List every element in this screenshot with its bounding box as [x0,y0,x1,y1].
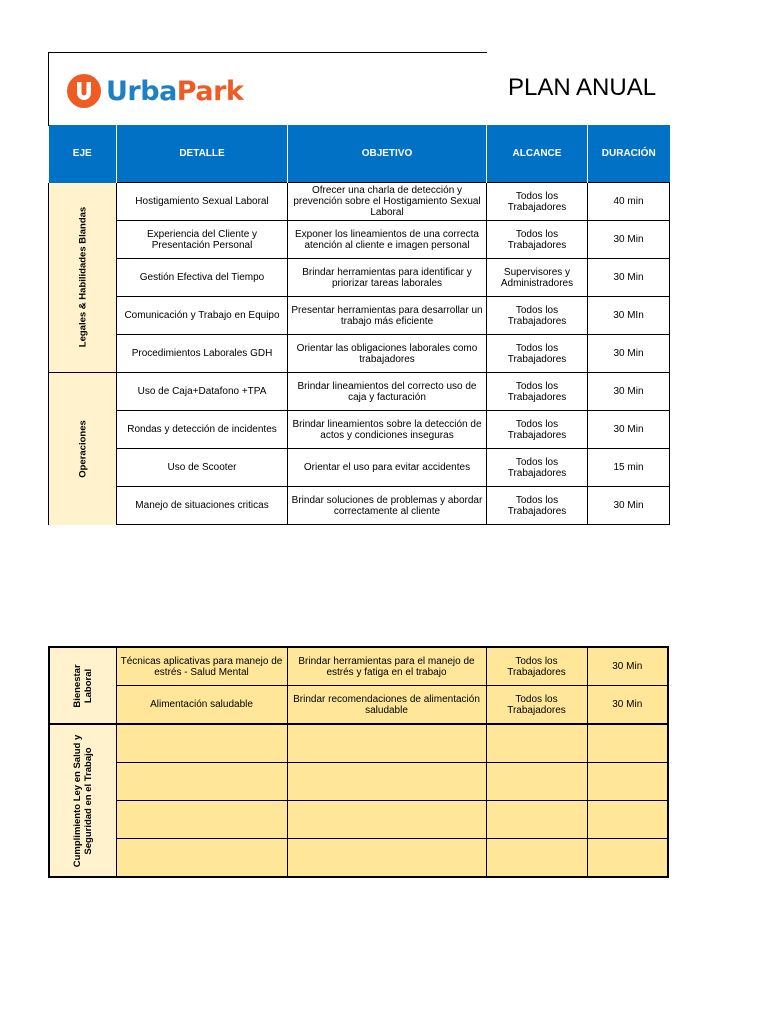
cell-duracion: 15 min [588,449,670,487]
group-legales-label: Legales & Habilidades Blandas [77,207,88,348]
cell-empty [287,763,486,801]
table-row [49,839,668,878]
cell-objetivo: Brindar herramientas para identificar y priorizar tareas laborales [288,259,487,297]
table-row [49,373,670,411]
cell-empty [486,763,587,801]
top-border-line [48,52,487,53]
cell-empty [587,724,668,763]
group-cumplimiento [49,724,116,877]
group-legales [49,183,117,373]
cell-detalle: Alimentación saludable [116,686,287,725]
cell-detalle: Experiencia del Cliente y Presentación Personal [117,221,288,259]
cell-alcance: Supervisores y Administradores [487,259,588,297]
cell-empty [486,801,587,839]
cell-objetivo: Orientar el uso para evitar accidentes [288,449,487,487]
cell-detalle: Hostigamiento Sexual Laboral [117,183,288,221]
brand-name-urba: Urba [106,75,177,107]
urbapark-u-icon [66,73,102,109]
cell-detalle: Técnicas aplicativas para manejo de estrés - Salud Mental [116,647,287,686]
cell-empty [116,839,287,878]
header-duracion: DURACIÓN [588,125,670,183]
cell-empty [116,801,287,839]
cell-objetivo: Orientar las obligaciones laborales como trabajadores [288,335,487,373]
table-row [49,487,670,525]
header-eje: EJE [49,125,117,183]
cell-alcance: Todos los Trabajadores [487,335,588,373]
table-row [49,686,668,725]
cell-empty [587,801,668,839]
cell-objetivo: Brindar lineamientos sobre la detección de actos y condiciones inseguras [288,411,487,449]
table-header-row [49,125,670,183]
cell-objetivo: Brindar herramientas para el manejo de estrés y fatiga en el trabajo [287,647,486,686]
cell-detalle: Procedimientos Laborales GDH [117,335,288,373]
left-border-line [48,52,49,126]
cell-duracion: 30 Min [587,647,668,686]
cell-alcance: Todos los Trabajadores [487,487,588,525]
brand-name [106,76,243,107]
cell-duracion: 40 min [588,183,670,221]
cell-empty [486,839,587,878]
group-operaciones-label: Operaciones [77,419,88,478]
cell-duracion: 30 Min [588,373,670,411]
cell-empty [486,724,587,763]
header-objetivo: OBJETIVO [288,125,487,183]
group-operaciones [49,373,117,525]
cell-detalle: Comunicación y Trabajo en Equipo [117,297,288,335]
cell-objetivo: Brindar lineamientos del correcto uso de caja y facturación [288,373,487,411]
cell-alcance: Todos los Trabajadores [487,183,588,221]
table-row [49,335,670,373]
cell-empty [287,801,486,839]
cell-empty [287,724,486,763]
table-row [49,297,670,335]
cell-detalle: Manejo de situaciones criticas [117,487,288,525]
table-row [49,183,670,221]
cell-alcance: Todos los Trabajadores [487,449,588,487]
cell-alcance: Todos los Trabajadores [487,411,588,449]
cell-objetivo: Exponer los lineamientos de una correcta atención al cliente e imagen personal [288,221,487,259]
table-row [49,449,670,487]
table-row [49,411,670,449]
cell-empty [287,839,486,878]
table-row [49,221,670,259]
cell-empty [116,724,287,763]
cell-objetivo: Brindar recomendaciones de alimentación saludable [287,686,486,725]
cell-objetivo: Brindar soluciones de problemas y abordar correctamente al cliente [288,487,487,525]
cell-duracion: 30 Min [588,487,670,525]
cell-detalle: Uso de Scooter [117,449,288,487]
table-row [49,801,668,839]
cell-empty [116,763,287,801]
table-row [49,763,668,801]
page-title: PLAN ANUAL [508,74,657,101]
brand-name-park: Park [176,75,244,107]
cell-alcance: Todos los Trabajadores [486,686,587,725]
table-row [49,724,668,763]
cell-detalle: Rondas y detección de incidentes [117,411,288,449]
plan-table [48,125,670,525]
cell-duracion: 30 MIn [588,297,670,335]
cell-alcance: Todos los Trabajadores [487,221,588,259]
cell-alcance: Todos los Trabajadores [487,373,588,411]
group-cumplimiento-label: Cumplimiento Ley en Salud y Seguridad en el Trabajo [71,734,94,867]
cell-duracion: 30 Min [588,221,670,259]
cell-duracion: 30 Min [588,411,670,449]
cell-detalle: Uso de Caja+Datafono +TPA [117,373,288,411]
cell-empty [587,839,668,878]
cell-alcance: Todos los Trabajadores [486,647,587,686]
cell-duracion: 30 Min [587,686,668,725]
header-detalle: DETALLE [117,125,288,183]
cell-alcance: Todos los Trabajadores [487,297,588,335]
group-bienestar-label: Bienestar Laboral [71,663,94,708]
cell-duracion: 30 Min [588,259,670,297]
urbapark-logo [66,71,243,111]
plan-table-2 [48,646,669,878]
cell-objetivo: Ofrecer una charla de detección y prevención sobre el Hostigamiento Sexual Laboral [288,183,487,221]
cell-empty [587,763,668,801]
cell-objetivo: Presentar herramientas para desarrollar un trabajo más eficiente [288,297,487,335]
table-row [49,647,668,686]
table-row [49,259,670,297]
cell-duracion: 30 Min [588,335,670,373]
group-bienestar [49,647,116,724]
header-alcance: ALCANCE [487,125,588,183]
cell-detalle: Gestión Efectiva del Tiempo [117,259,288,297]
